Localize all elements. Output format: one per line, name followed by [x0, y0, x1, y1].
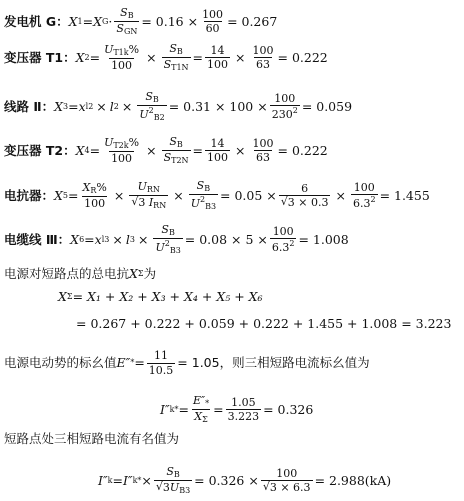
fraction: $\frac{UT2k\%}{100}$: [104, 135, 140, 166]
label-generator: 发电机 G：: [4, 13, 69, 29]
fraction: $\frac{UT1k\%}{100}$: [104, 42, 140, 73]
named-value-intro: 短路点处三相短路电流有名值为: [4, 431, 180, 446]
short-circuit-current-pu: I″ k* = $\frac{E''*}{X\Sigma}$ = $\frac{1.05}{3.223}$ = 0.326: [160, 394, 314, 425]
total-reactance-value: = 0.267 + 0.222 + 0.059 + 0.222 + 1.455 + 1.008 = 3.223: [76, 316, 452, 331]
fraction: $\frac{100}{60}$: [202, 7, 224, 36]
line-generator: 发电机 G： X 1 = X G · SB SGN = 0.16 × $\frac{100}{60}$ = 0.267: [4, 6, 278, 37]
line-line-2: 线路 Ⅱ： X 3 = x l2 × l 2 × $\frac{SB}{U^2B2}$ = 0.31 × 100 × $\frac{100}{230^2}$ = 0.059: [4, 90, 353, 123]
fraction: $\frac{SB}{ST1N}$: [163, 42, 189, 73]
emf-per-unit: 电源电动势的标幺值 E″ * = $\frac{11}{10.5}$ = 1.05，则三相短路电流标幺值为: [4, 349, 370, 377]
total-reactance-intro: 电源对短路点的总电抗 X Σ 为: [4, 266, 157, 281]
line-reactor: 电抗器： X 5 = $\frac{XR\%}{100}$ × URN √ 3 IRN × $\frac{SB}{U^2B3}$ = 0.05 × 6 √ 3 × 0.3 × $\frac{100}{6.3^2}$ = 1.455: [4, 180, 430, 212]
fraction: $\frac{SB}{U^2B3}$: [155, 223, 181, 256]
line-transformer-t1: 变压器 T1： X 2 = $\frac{UT1k\%}{100}$ × $\frac{SB}{ST1N}$ = $\frac{14}{100}$ × $\frac{100}{63}$ = 0.222: [4, 42, 328, 73]
fraction: $\frac{SB}{U^2B3}$: [190, 179, 217, 212]
fraction: $\frac{SB}{ST2N}$: [163, 135, 189, 166]
total-reactance-sum: X Σ = X₁ + X₂ + X₃ + X₄ + X₅ + X₆: [58, 289, 263, 304]
fraction: $\frac{XR\%}{100}$: [82, 180, 107, 211]
fraction: URN √ 3 IRN: [129, 181, 168, 211]
fraction: $\frac{SB}{U^2B2}$: [139, 90, 165, 123]
short-circuit-current-ka: I″ k = I″ k* × SB √ 3UB3 = 0.326 × 100 √ 3 × 6.3 = 2.988(kA): [98, 466, 391, 496]
line-cable-3: 电缆线 Ⅲ： X 6 = x l3 × l 3 × $\frac{SB}{U^2B3}$ = 0.08 × 5 × $\frac{100}{6.3^2}$ = 1.008: [4, 223, 349, 256]
line-transformer-t2: 变压器 T2： X 4 = $\frac{UT2k\%}{100}$ × $\frac{SB}{ST2N}$ = $\frac{14}{100}$ × $\frac{100}{63}$ = 0.222: [4, 135, 328, 166]
fraction: SB SGN: [116, 6, 138, 37]
